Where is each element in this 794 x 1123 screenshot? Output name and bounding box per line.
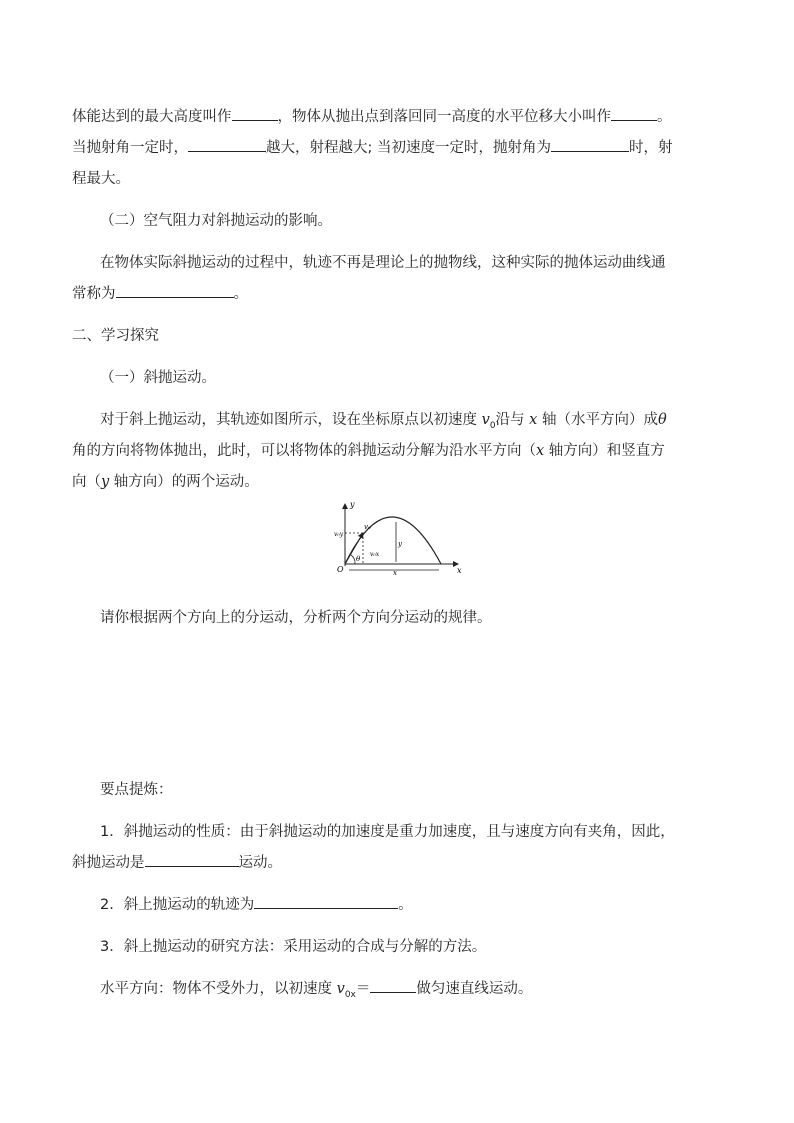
text: 体能达到的最大高度叫作: [72, 109, 232, 125]
theta-arc: [351, 555, 355, 564]
key-point-1-line2: [72, 851, 282, 872]
prompt-analyze-components: 请你根据两个方向上的分运动，分析两个方向分运动的规律。: [100, 610, 492, 626]
var-x: x: [536, 443, 545, 459]
text: 轴方向）的两个运动。: [109, 474, 259, 490]
para1-line3: 程最大。: [72, 171, 130, 187]
sub-0: 0: [489, 420, 496, 431]
fig-label-x: x: [457, 566, 462, 575]
v0-vector: [345, 533, 363, 564]
fill-blank[interactable]: [551, 137, 629, 152]
fig-label-v0: v₀: [364, 523, 371, 531]
text: 当抛射角一定时，: [72, 140, 188, 156]
text: 2．斜上抛运动的轨迹为: [100, 897, 255, 913]
fig-label-v0x: v₀x: [370, 551, 380, 558]
text: 轴（水平方向）成: [537, 412, 658, 428]
text: 向（: [72, 474, 101, 490]
projectile-diagram: [333, 500, 463, 576]
text: 越大，射程越大; 当初速度一定时，抛射角为: [266, 140, 551, 156]
var-y: y: [101, 474, 110, 490]
para3-line1: [100, 408, 667, 431]
text: 。: [398, 897, 413, 913]
fill-blank[interactable]: [611, 106, 657, 121]
fig-label-y: y: [350, 500, 355, 509]
para2-line1: 在物体实际斜抛运动的过程中，轨迹不再是理论上的抛物线，这种实际的抛体运动曲线通: [100, 255, 666, 271]
fill-blank[interactable]: [145, 852, 239, 867]
para1-line1: [72, 105, 672, 126]
key-point-horizontal: [100, 977, 532, 1000]
text: 角的方向将物体抛出，此时，可以将物体的斜抛运动分解为沿水平方向（: [72, 443, 536, 459]
text: 时，射: [629, 140, 673, 156]
text: 运动。: [238, 855, 282, 871]
key-point-2: [100, 893, 413, 914]
sub-0x: 0x: [344, 989, 356, 1000]
para1-line2: [72, 136, 673, 157]
fill-blank[interactable]: [254, 894, 398, 909]
var-v0: v: [481, 412, 490, 428]
key-points-title: 要点提炼：: [100, 782, 173, 798]
fill-blank[interactable]: [188, 137, 266, 152]
var-v: v: [336, 981, 345, 997]
fig-label-height: y: [398, 540, 402, 548]
text: ，物体从抛出点到落回同一高度的水平位移大小叫作: [277, 109, 611, 125]
text: 斜抛运动是: [72, 855, 145, 871]
key-point-3: 3．斜上抛运动的研究方法：采用运动的合成与分解的方法。: [100, 939, 487, 955]
fill-blank[interactable]: [370, 978, 416, 993]
para3-line3: [72, 470, 259, 491]
para3-line2: [72, 439, 665, 460]
fill-blank[interactable]: [232, 106, 278, 121]
heading-learning-inquiry: 二、学习探究: [72, 328, 159, 344]
para2-line2: [72, 282, 248, 303]
text: 水平方向：物体不受外力，以初速度: [100, 981, 337, 997]
text: 对于斜上抛运动，其轨迹如图所示，设在坐标原点以初速度: [100, 412, 482, 428]
text: 常称为: [72, 286, 116, 302]
text: 轴方向）和竖直方: [544, 443, 665, 459]
section-title-air-resistance: （二）空气阻力对斜抛运动的影响。: [100, 213, 332, 229]
fig-label-v0y: v₀y: [334, 531, 344, 538]
fig-label-theta: θ: [356, 555, 361, 563]
key-point-1-line1: 1．斜抛运动的性质：由于斜抛运动的加速度是重力加速度，且与速度方向有夹角，因此，: [100, 824, 675, 840]
fig-label-origin: O: [337, 565, 344, 574]
text: 做匀速直线运动。: [416, 981, 533, 997]
fill-blank[interactable]: [116, 283, 234, 298]
text: ＝: [355, 981, 371, 997]
fig-label-range: x: [393, 569, 397, 576]
text: 。: [233, 286, 248, 302]
text: 沿与: [495, 412, 530, 428]
var-x: x: [529, 412, 538, 428]
var-theta: θ: [657, 412, 667, 428]
subsection-title-oblique-projectile: （一）斜抛运动。: [100, 370, 216, 386]
text: 。: [657, 109, 672, 125]
